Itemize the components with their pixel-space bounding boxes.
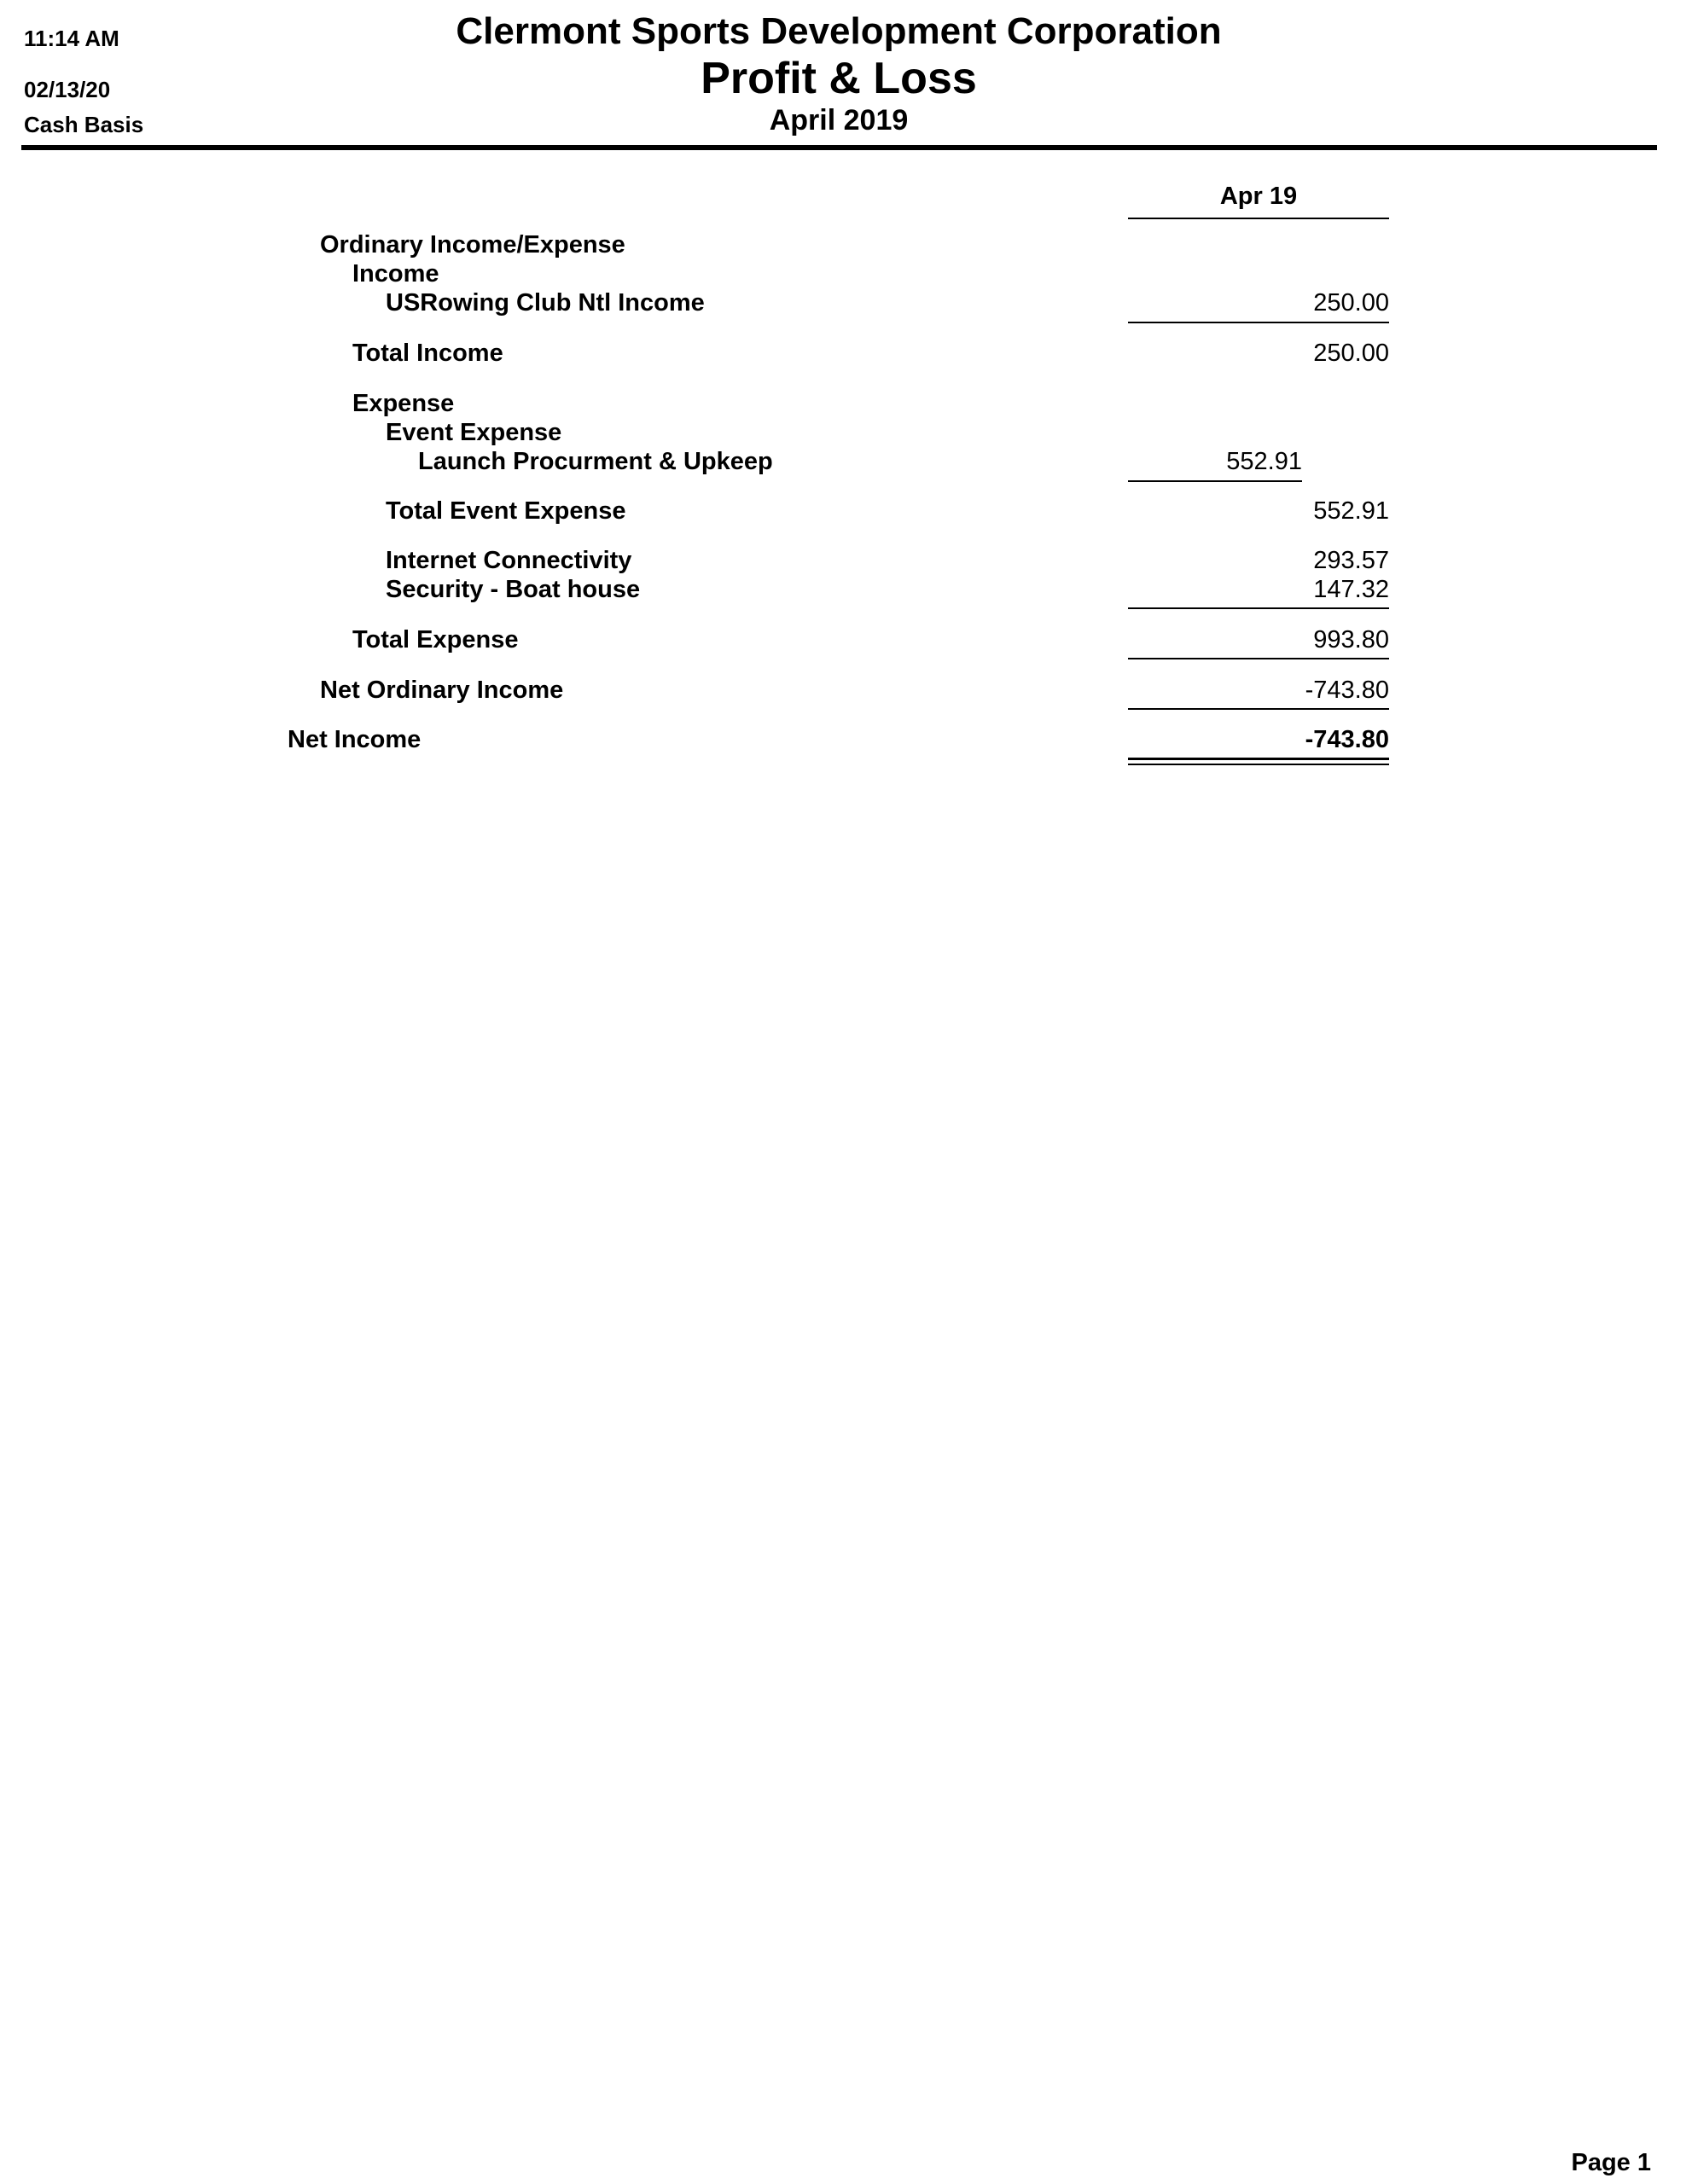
- report-time: 11:14 AM: [24, 26, 119, 51]
- row-launch-amount: 552.91: [1226, 448, 1302, 475]
- column-header-underline: [1128, 218, 1389, 219]
- row-usrowing-amount: 250.00: [1313, 289, 1389, 317]
- row-income-heading: Income: [352, 260, 439, 288]
- row-net-ordinary-income-label: Net Ordinary Income: [320, 677, 564, 704]
- column-header-apr-19: Apr 19: [1219, 183, 1298, 210]
- report-period: April 2019: [769, 104, 909, 136]
- row-net-ordinary-income-amount: -743.80: [1305, 677, 1389, 704]
- row-total-event-expense-label: Total Event Expense: [386, 497, 626, 525]
- row-internet-label: Internet Connectivity: [386, 547, 632, 574]
- row-expense-heading: Expense: [352, 390, 455, 417]
- net-ordinary-underline: [1128, 708, 1389, 710]
- row-ordinary-income-expense: Ordinary Income/Expense: [320, 231, 625, 258]
- row-net-income-label: Net Income: [288, 726, 422, 753]
- row-launch-label: Launch Procurment & Upkeep: [418, 448, 773, 475]
- row-event-expense-heading: Event Expense: [386, 419, 562, 446]
- row-usrowing-label: USRowing Club Ntl Income: [386, 289, 705, 317]
- launch-underline: [1128, 480, 1302, 482]
- row-net-income-amount: -743.80: [1305, 726, 1389, 753]
- usrowing-underline: [1128, 322, 1389, 323]
- row-security-label: Security - Boat house: [386, 576, 641, 603]
- security-underline: [1128, 607, 1389, 609]
- report-date: 02/13/20: [24, 77, 111, 102]
- row-total-expense-label: Total Expense: [352, 626, 519, 653]
- net-income-double-underline-top: [1128, 758, 1389, 760]
- row-security-amount: 147.32: [1313, 576, 1389, 603]
- row-total-income-amount: 250.00: [1313, 340, 1389, 367]
- report-title: Profit & Loss: [701, 54, 977, 103]
- page-number: Page 1: [1571, 2149, 1651, 2176]
- row-total-expense-amount: 993.80: [1313, 626, 1389, 653]
- row-total-income-label: Total Income: [352, 340, 503, 367]
- total-expense-underline: [1128, 658, 1389, 659]
- row-total-event-expense-amount: 552.91: [1313, 497, 1389, 525]
- row-internet-amount: 293.57: [1313, 547, 1389, 574]
- report-basis: Cash Basis: [24, 112, 144, 137]
- header-divider: [21, 145, 1657, 150]
- net-income-double-underline-bottom: [1128, 764, 1389, 765]
- company-name: Clermont Sports Development Corporation: [456, 10, 1222, 52]
